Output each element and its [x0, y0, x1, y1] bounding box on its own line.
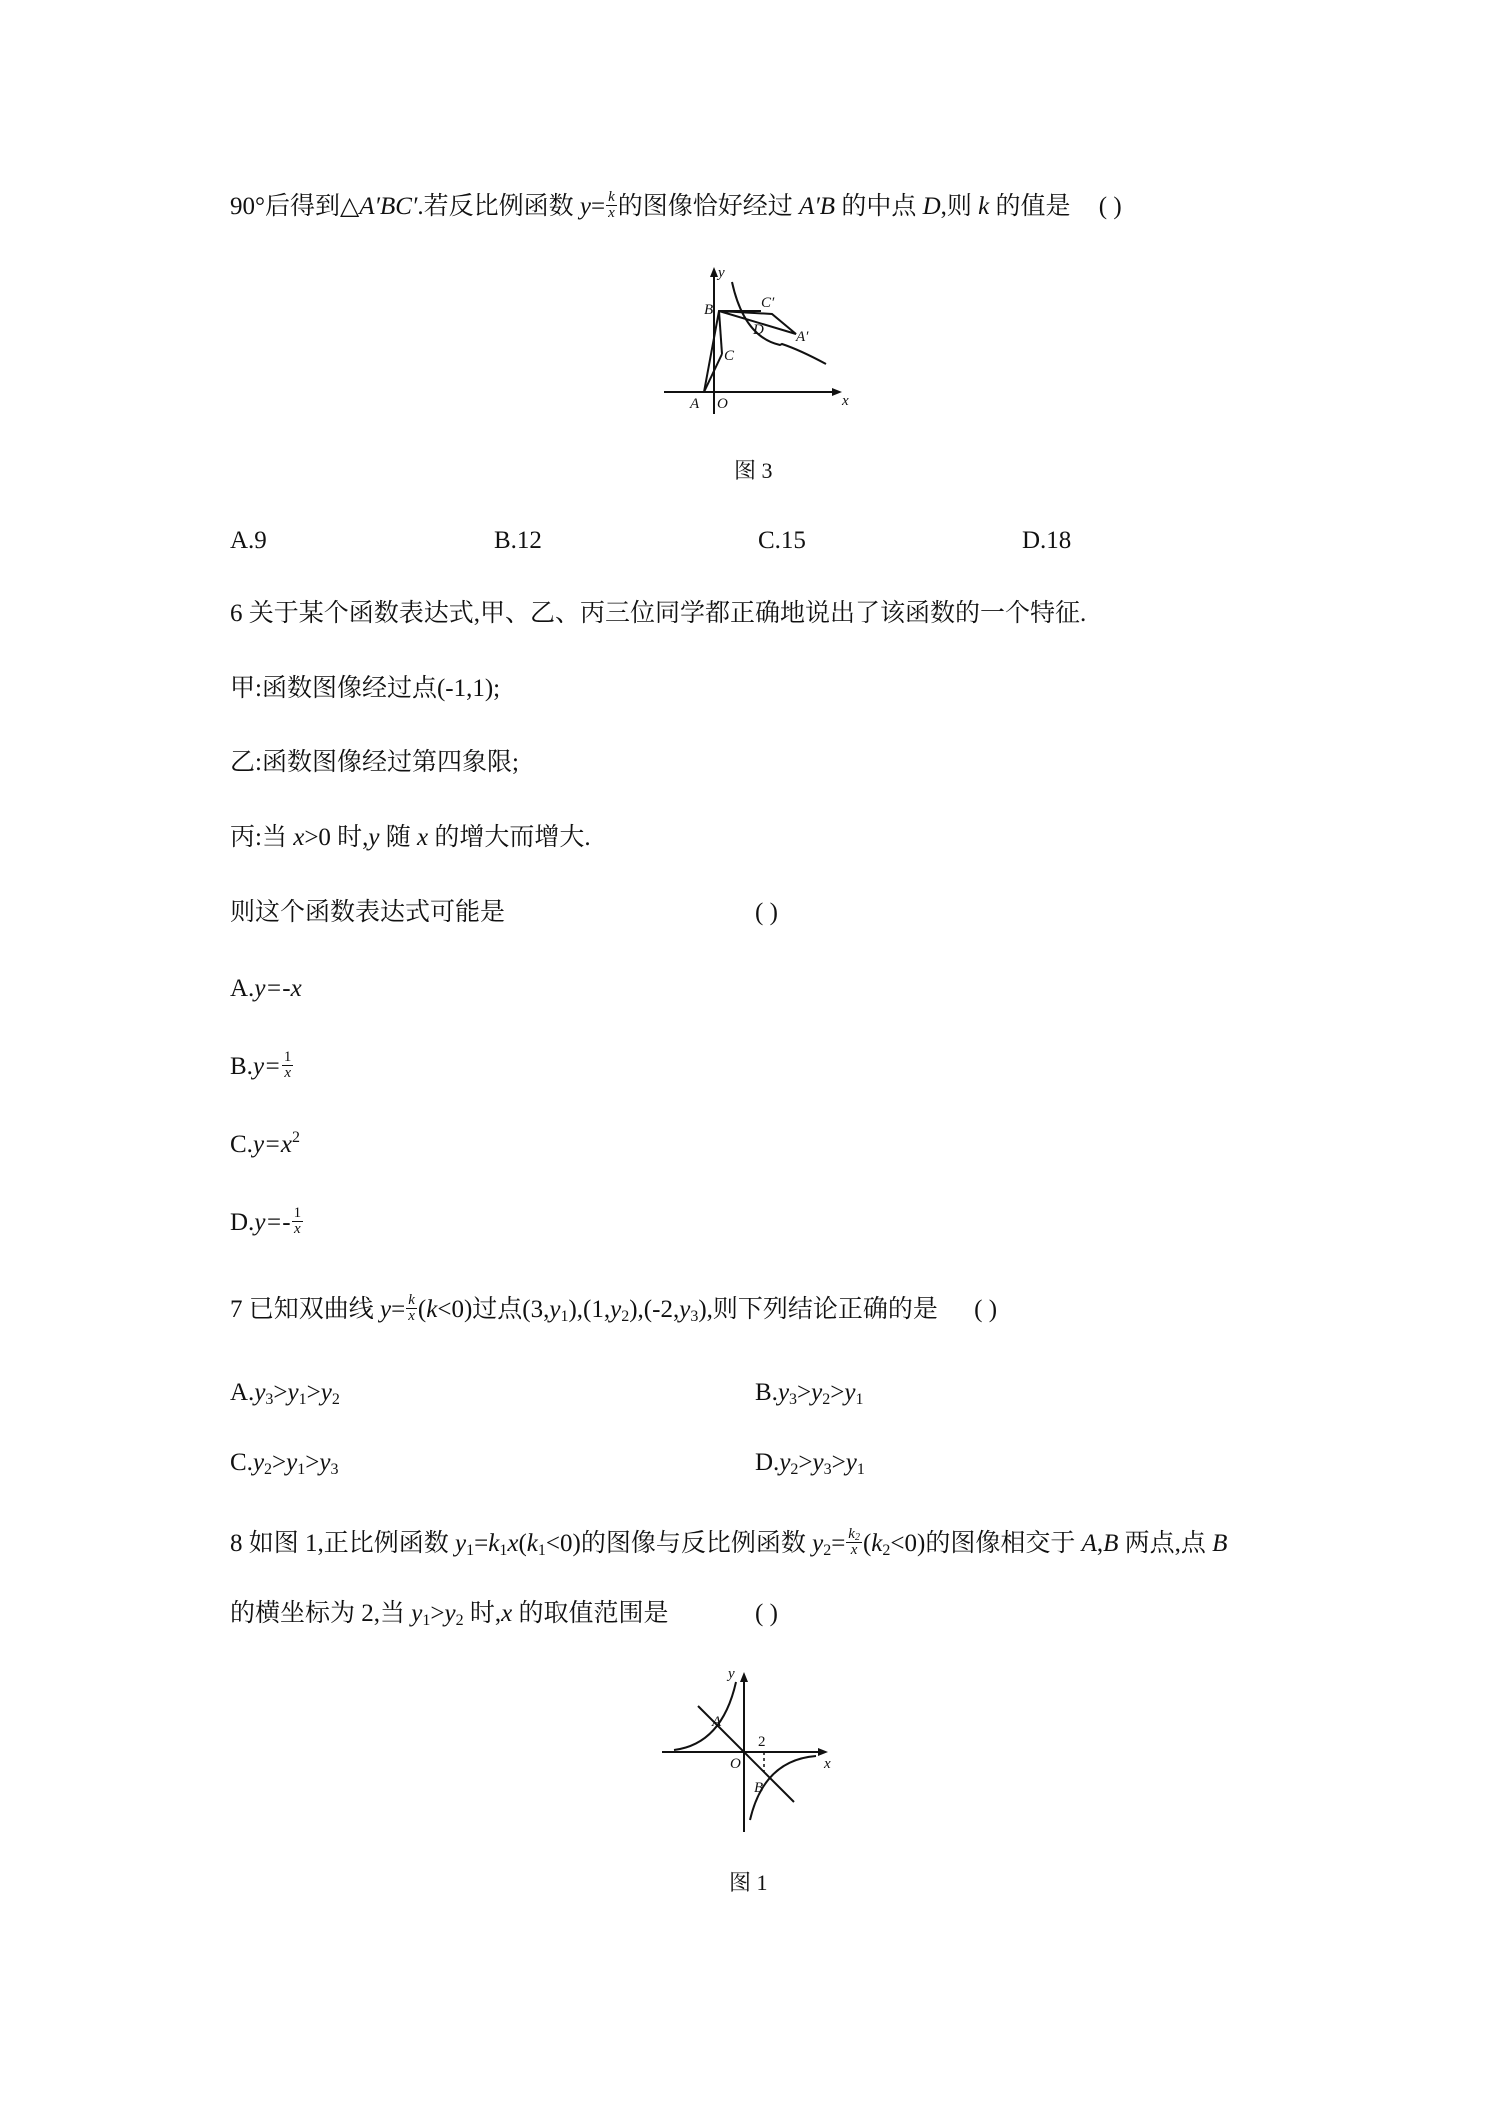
figure-1 — [660, 1660, 840, 1835]
q5-stem: 90°后得到△A′BC′.若反比例函数 y= $\frac{k}{x}$ 的图像恰好经过 A′B 的中点 D,则 k 的值是 ( ) — [230, 188, 1122, 221]
label-b: B — [704, 302, 714, 318]
label-a: A — [712, 1714, 722, 1730]
y-axis-arrow — [710, 267, 718, 277]
hyperbola-curve — [732, 282, 826, 364]
q5-option-b[interactable]: B.12 — [494, 527, 542, 554]
q6-bracket: ( ) — [755, 899, 778, 926]
label-a: A — [690, 396, 700, 412]
fraction-1-over-x: $\frac{1}{x}$ — [283, 1048, 292, 1081]
label-b: B — [754, 1780, 764, 1796]
figure-3 — [660, 262, 850, 417]
y-axis-arrow — [740, 1672, 748, 1682]
fraction-k-over-x: $\frac{k}{x}$ — [608, 188, 615, 221]
label-a-prime: A′ — [796, 329, 809, 345]
label-c-prime: C′ — [761, 295, 775, 311]
figure-1-graph — [660, 1660, 840, 1835]
q5-option-a[interactable]: A.9 — [230, 527, 267, 554]
q6-option-d[interactable]: D.y=- $\frac{1}{x}$ — [230, 1204, 302, 1237]
q7-option-c[interactable]: $C.y_2>y_1>y_3$ — [230, 1449, 339, 1478]
q6-ask: 则这个函数表达式可能是 — [230, 899, 506, 926]
q8-stem-line1: 8 如图 1,正比例函数 $y_1=k_1x(k_1<0)$的图像与反比例函数 $y_2=$ $\frac{k_2}{x}$ $(k_2<0)$的图像相交于 A,B 两点,点 B — [230, 1525, 1228, 1559]
fraction-1-over-x: $\frac{1}{x}$ — [293, 1204, 302, 1237]
segment-cb — [719, 311, 722, 354]
q7-option-a[interactable]: $A.y_3>y_1>y_2$ — [230, 1379, 340, 1408]
q5-option-c[interactable]: C.15 — [758, 527, 806, 554]
x-axis-arrow — [832, 388, 842, 396]
q6-stem: 6 关于某个函数表达式,甲、乙、丙三位同学都正确地说出了该函数的一个特征. — [230, 600, 1087, 627]
q7-stem: 7 已知双曲线 y= $\frac{k}{x}$ (k<0)过点$(3,y_1),(1,y_2),(-2,y_3)$,则下列结论正确的是 ( ) — [230, 1291, 998, 1325]
fraction-k-over-x: $\frac{k}{x}$ — [408, 1291, 415, 1324]
x-axis-arrow — [818, 1748, 828, 1756]
label-2: 2 — [758, 1734, 766, 1750]
q5-option-d[interactable]: D.18 — [1022, 527, 1072, 554]
figure-3-graph — [660, 262, 850, 417]
label-x: x — [842, 393, 849, 409]
label-y: y — [718, 265, 725, 281]
q6-option-c[interactable]: $C.y=x^2$ — [230, 1129, 300, 1158]
figure-1-caption: 图 1 — [729, 1870, 768, 1895]
q8-bracket: ( ) — [755, 1600, 778, 1627]
hyperbola-branch-2 — [674, 1682, 736, 1750]
label-y: y — [728, 1666, 735, 1682]
fraction-k2-over-x: $\frac{k_2}{x}$ — [848, 1525, 860, 1558]
q6-option-a[interactable]: A.y=-x — [230, 975, 302, 1002]
q6-bing: 丙:当 x>0 时,y 随 x 的增大而增大. — [230, 824, 591, 851]
label-d: D — [753, 322, 764, 338]
q8-stem-line2: 的横坐标为 2,当 $y_1>y_2$ 时,x 的取值范围是 — [230, 1600, 669, 1629]
q7-option-d[interactable]: $D.y_2>y_3>y_1$ — [755, 1449, 865, 1478]
q6-yi: 乙:函数图像经过第四象限; — [230, 749, 519, 776]
q7-option-b[interactable]: $B.y_3>y_2>y_1$ — [755, 1379, 864, 1408]
figure-3-caption: 图 3 — [734, 458, 773, 483]
label-c: C — [724, 348, 735, 364]
label-o: O — [717, 396, 728, 412]
label-x: x — [824, 1756, 831, 1772]
label-o: O — [730, 1756, 741, 1772]
q6-jia: 甲:函数图像经过点(-1,1); — [230, 675, 501, 702]
q6-option-b[interactable]: B.y= $\frac{1}{x}$ — [230, 1048, 292, 1081]
